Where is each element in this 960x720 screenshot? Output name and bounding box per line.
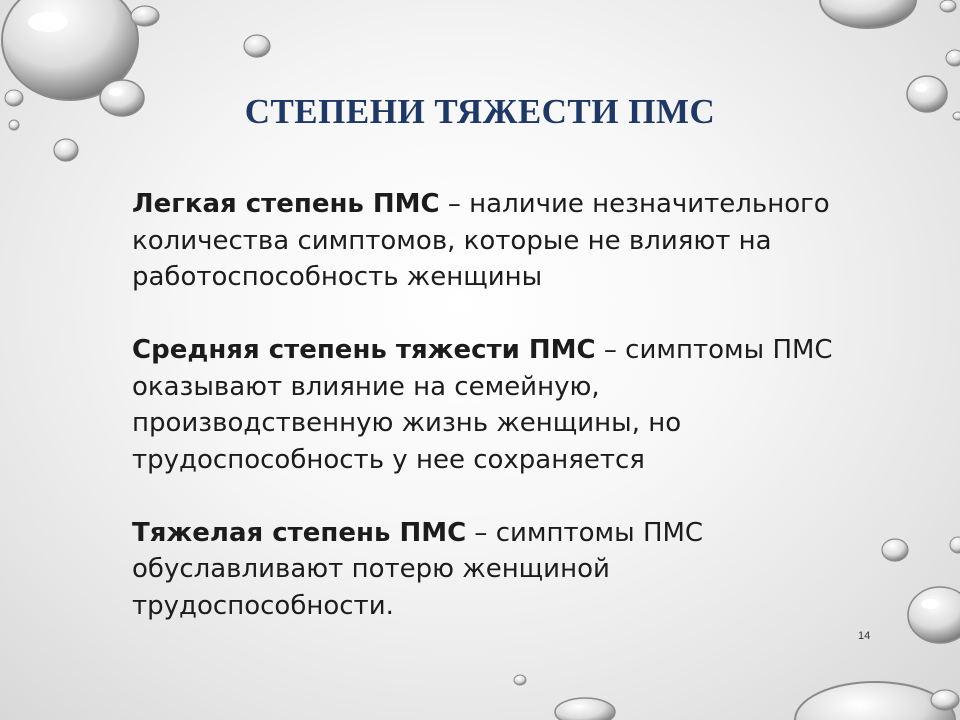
term-mild: Легкая степень ПМС	[132, 189, 440, 219]
dash: –	[595, 335, 626, 365]
slide-body	[132, 186, 852, 661]
water-drop-icon	[54, 139, 78, 161]
definition-mild: наличие незначительного количества симптомов, которые не влияют на работоспособность женщины	[132, 189, 830, 292]
paragraph-mild	[132, 186, 852, 296]
water-drop-icon	[950, 537, 960, 553]
water-drop-icon	[946, 50, 960, 66]
slide-title: СТЕПЕНИ ТЯЖЕСТИ ПМС	[244, 92, 716, 131]
water-drop-icon	[940, 0, 956, 12]
water-drop-icon	[244, 35, 270, 57]
water-drop-icon	[514, 675, 526, 685]
slide-number: 14	[858, 630, 871, 642]
water-drop-icon	[555, 698, 615, 720]
water-drop-icon	[931, 690, 959, 710]
water-drop-icon	[882, 539, 908, 561]
term-severe: Тяжелая степень ПМС	[132, 517, 467, 548]
definition-severe: симптомы ПМС обуславливают потерю женщиной трудоспособности.	[132, 517, 704, 621]
water-drop-icon	[908, 587, 960, 643]
water-drop-icon	[820, 0, 916, 28]
dash: –	[439, 189, 470, 219]
dash: –	[466, 517, 496, 548]
paragraph-severe	[132, 515, 852, 625]
definition-moderate: симптомы ПМС оказывают влияние на семейную, производственную жизнь женщины, но трудоспособность у нее сохраняется	[132, 335, 833, 475]
water-drop-icon	[131, 6, 159, 26]
paragraph-moderate	[132, 332, 852, 478]
term-moderate: Средняя степень тяжести ПМС	[132, 335, 596, 365]
